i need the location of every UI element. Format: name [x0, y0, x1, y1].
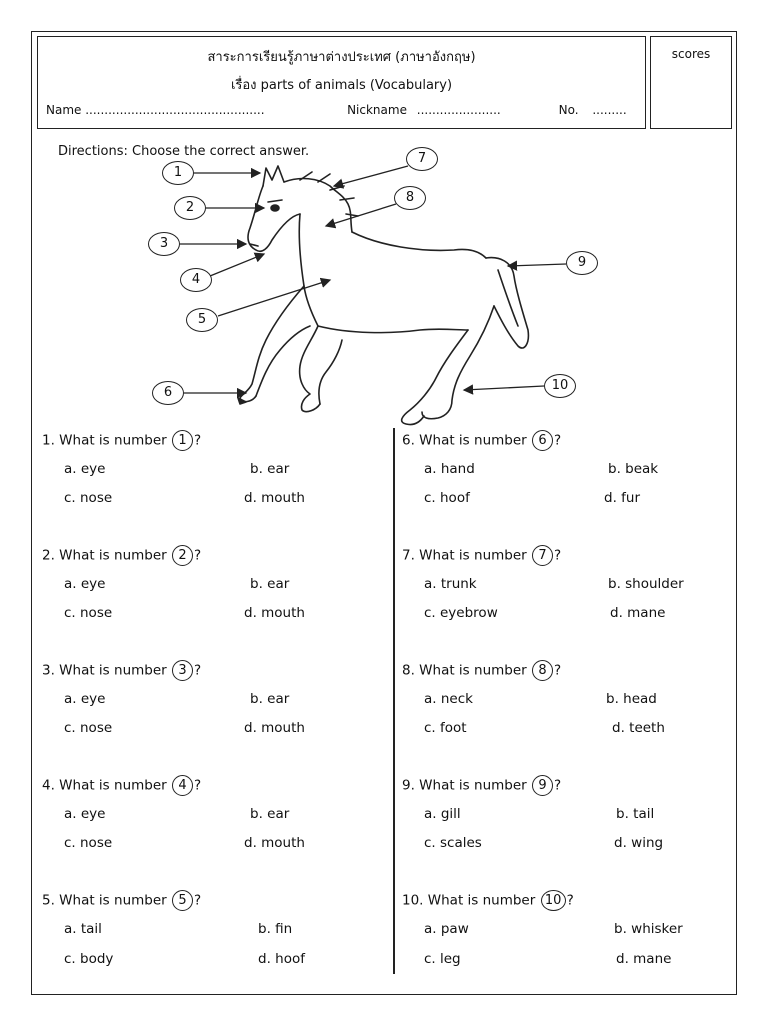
- question-prompt: 4. What is number: [42, 777, 167, 794]
- option-8c[interactable]: c. foot: [424, 720, 467, 736]
- horse-diagram: [0, 0, 768, 430]
- option-1b[interactable]: b. ear: [250, 461, 290, 477]
- column-divider: [393, 428, 395, 974]
- question-prompt: 7. What is number: [402, 547, 527, 564]
- number-badge: 8: [532, 660, 553, 681]
- option-1d[interactable]: d. mouth: [244, 490, 305, 506]
- question-mark: ?: [566, 892, 574, 909]
- question-mark: ?: [194, 547, 202, 564]
- option-3a[interactable]: a. eye: [64, 691, 106, 707]
- name-field[interactable]: ...............................................: [85, 103, 265, 117]
- option-9b[interactable]: b. tail: [616, 806, 655, 822]
- option-4d[interactable]: d. mouth: [244, 835, 305, 851]
- question-mark: ?: [194, 892, 202, 909]
- question-6: [402, 430, 561, 451]
- option-7a[interactable]: a. trunk: [424, 576, 477, 592]
- callout-6: 6: [152, 381, 184, 405]
- option-4a[interactable]: a. eye: [64, 806, 106, 822]
- question-prompt: 6. What is number: [402, 432, 527, 449]
- option-2d[interactable]: d. mouth: [244, 605, 305, 621]
- question-1: [42, 430, 201, 451]
- callout-1: 1: [162, 161, 194, 185]
- pointer-arrows: [180, 166, 566, 393]
- number-badge: 2: [172, 545, 193, 566]
- option-3c[interactable]: c. nose: [64, 720, 113, 736]
- question-3: [42, 660, 201, 681]
- option-2c[interactable]: c. nose: [64, 605, 113, 621]
- question-prompt: 9. What is number: [402, 777, 527, 794]
- question-prompt: 3. What is number: [42, 662, 167, 679]
- question-4: [42, 775, 201, 796]
- option-4b[interactable]: b. ear: [250, 806, 290, 822]
- callout-8: 8: [394, 186, 426, 210]
- number-badge: 6: [532, 430, 553, 451]
- option-6b[interactable]: b. beak: [608, 461, 659, 477]
- option-5d[interactable]: d. hoof: [258, 951, 305, 967]
- directions-text: Directions: Choose the correct answer.: [58, 144, 310, 159]
- option-8b[interactable]: b. head: [606, 691, 657, 707]
- question-8: [402, 660, 561, 681]
- option-10d[interactable]: d. mane: [616, 951, 672, 967]
- option-10a[interactable]: a. paw: [424, 921, 469, 937]
- option-6c[interactable]: c. hoof: [424, 490, 470, 506]
- scores-label: scores: [671, 47, 711, 61]
- question-mark: ?: [194, 432, 202, 449]
- question-5: [42, 890, 201, 911]
- callout-4: 4: [180, 268, 212, 292]
- option-2a[interactable]: a. eye: [64, 576, 106, 592]
- option-1c[interactable]: c. nose: [64, 490, 113, 506]
- callout-2: 2: [174, 196, 206, 220]
- worksheet-title: เรื่อง parts of animals (Vocabulary): [230, 78, 453, 93]
- option-3b[interactable]: b. ear: [250, 691, 290, 707]
- option-6a[interactable]: a. hand: [424, 461, 475, 477]
- option-7b[interactable]: b. shoulder: [608, 576, 684, 592]
- number-badge: 4: [172, 775, 193, 796]
- question-prompt: 5. What is number: [42, 892, 167, 909]
- option-2b[interactable]: b. ear: [250, 576, 290, 592]
- question-10: [402, 890, 574, 911]
- option-4c[interactable]: c. nose: [64, 835, 113, 851]
- option-9c[interactable]: c. scales: [424, 835, 482, 851]
- number-badge: 9: [532, 775, 553, 796]
- number-field[interactable]: .........: [592, 103, 627, 117]
- option-5b[interactable]: b. fin: [258, 921, 293, 937]
- question-2: [42, 545, 201, 566]
- callout-7: 7: [406, 147, 438, 171]
- option-10b[interactable]: b. whisker: [614, 921, 683, 937]
- question-prompt: 2. What is number: [42, 547, 167, 564]
- question-7: [402, 545, 561, 566]
- name-label: Name: [46, 103, 82, 117]
- option-5c[interactable]: c. body: [64, 951, 114, 967]
- question-prompt: 1. What is number: [42, 432, 167, 449]
- nickname-label: Nickname: [347, 103, 407, 117]
- number-badge: 5: [172, 890, 193, 911]
- nickname-field[interactable]: ......................: [416, 103, 501, 117]
- option-8d[interactable]: d. teeth: [612, 720, 665, 736]
- callout-3: 3: [148, 232, 180, 256]
- option-3d[interactable]: d. mouth: [244, 720, 305, 736]
- subject-heading: สาระการเรียนรู้ภาษาต่างประเทศ (ภาษาอังกฤษ): [207, 50, 476, 65]
- question-mark: ?: [194, 777, 202, 794]
- callout-10: 10: [544, 374, 576, 398]
- question-9: [402, 775, 561, 796]
- number-badge: 10: [541, 890, 566, 911]
- question-mark: ?: [554, 432, 562, 449]
- number-label: No.: [558, 103, 579, 117]
- option-1a[interactable]: a. eye: [64, 461, 106, 477]
- number-badge: 7: [532, 545, 553, 566]
- question-prompt: 8. What is number: [402, 662, 527, 679]
- option-7c[interactable]: c. eyebrow: [424, 605, 498, 621]
- option-8a[interactable]: a. neck: [424, 691, 473, 707]
- question-mark: ?: [194, 662, 202, 679]
- question-prompt: 10. What is number: [402, 892, 536, 909]
- option-9a[interactable]: a. gill: [424, 806, 461, 822]
- option-7d[interactable]: d. mane: [610, 605, 666, 621]
- question-mark: ?: [554, 662, 562, 679]
- option-6d[interactable]: d. fur: [604, 490, 641, 506]
- number-badge: 3: [172, 660, 193, 681]
- callout-5: 5: [186, 308, 218, 332]
- option-9d[interactable]: d. wing: [614, 835, 664, 851]
- option-5a[interactable]: a. tail: [64, 921, 102, 937]
- callout-9: 9: [566, 251, 598, 275]
- question-mark: ?: [554, 777, 562, 794]
- question-mark: ?: [554, 547, 562, 564]
- number-badge: 1: [172, 430, 193, 451]
- option-10c[interactable]: c. leg: [424, 951, 461, 967]
